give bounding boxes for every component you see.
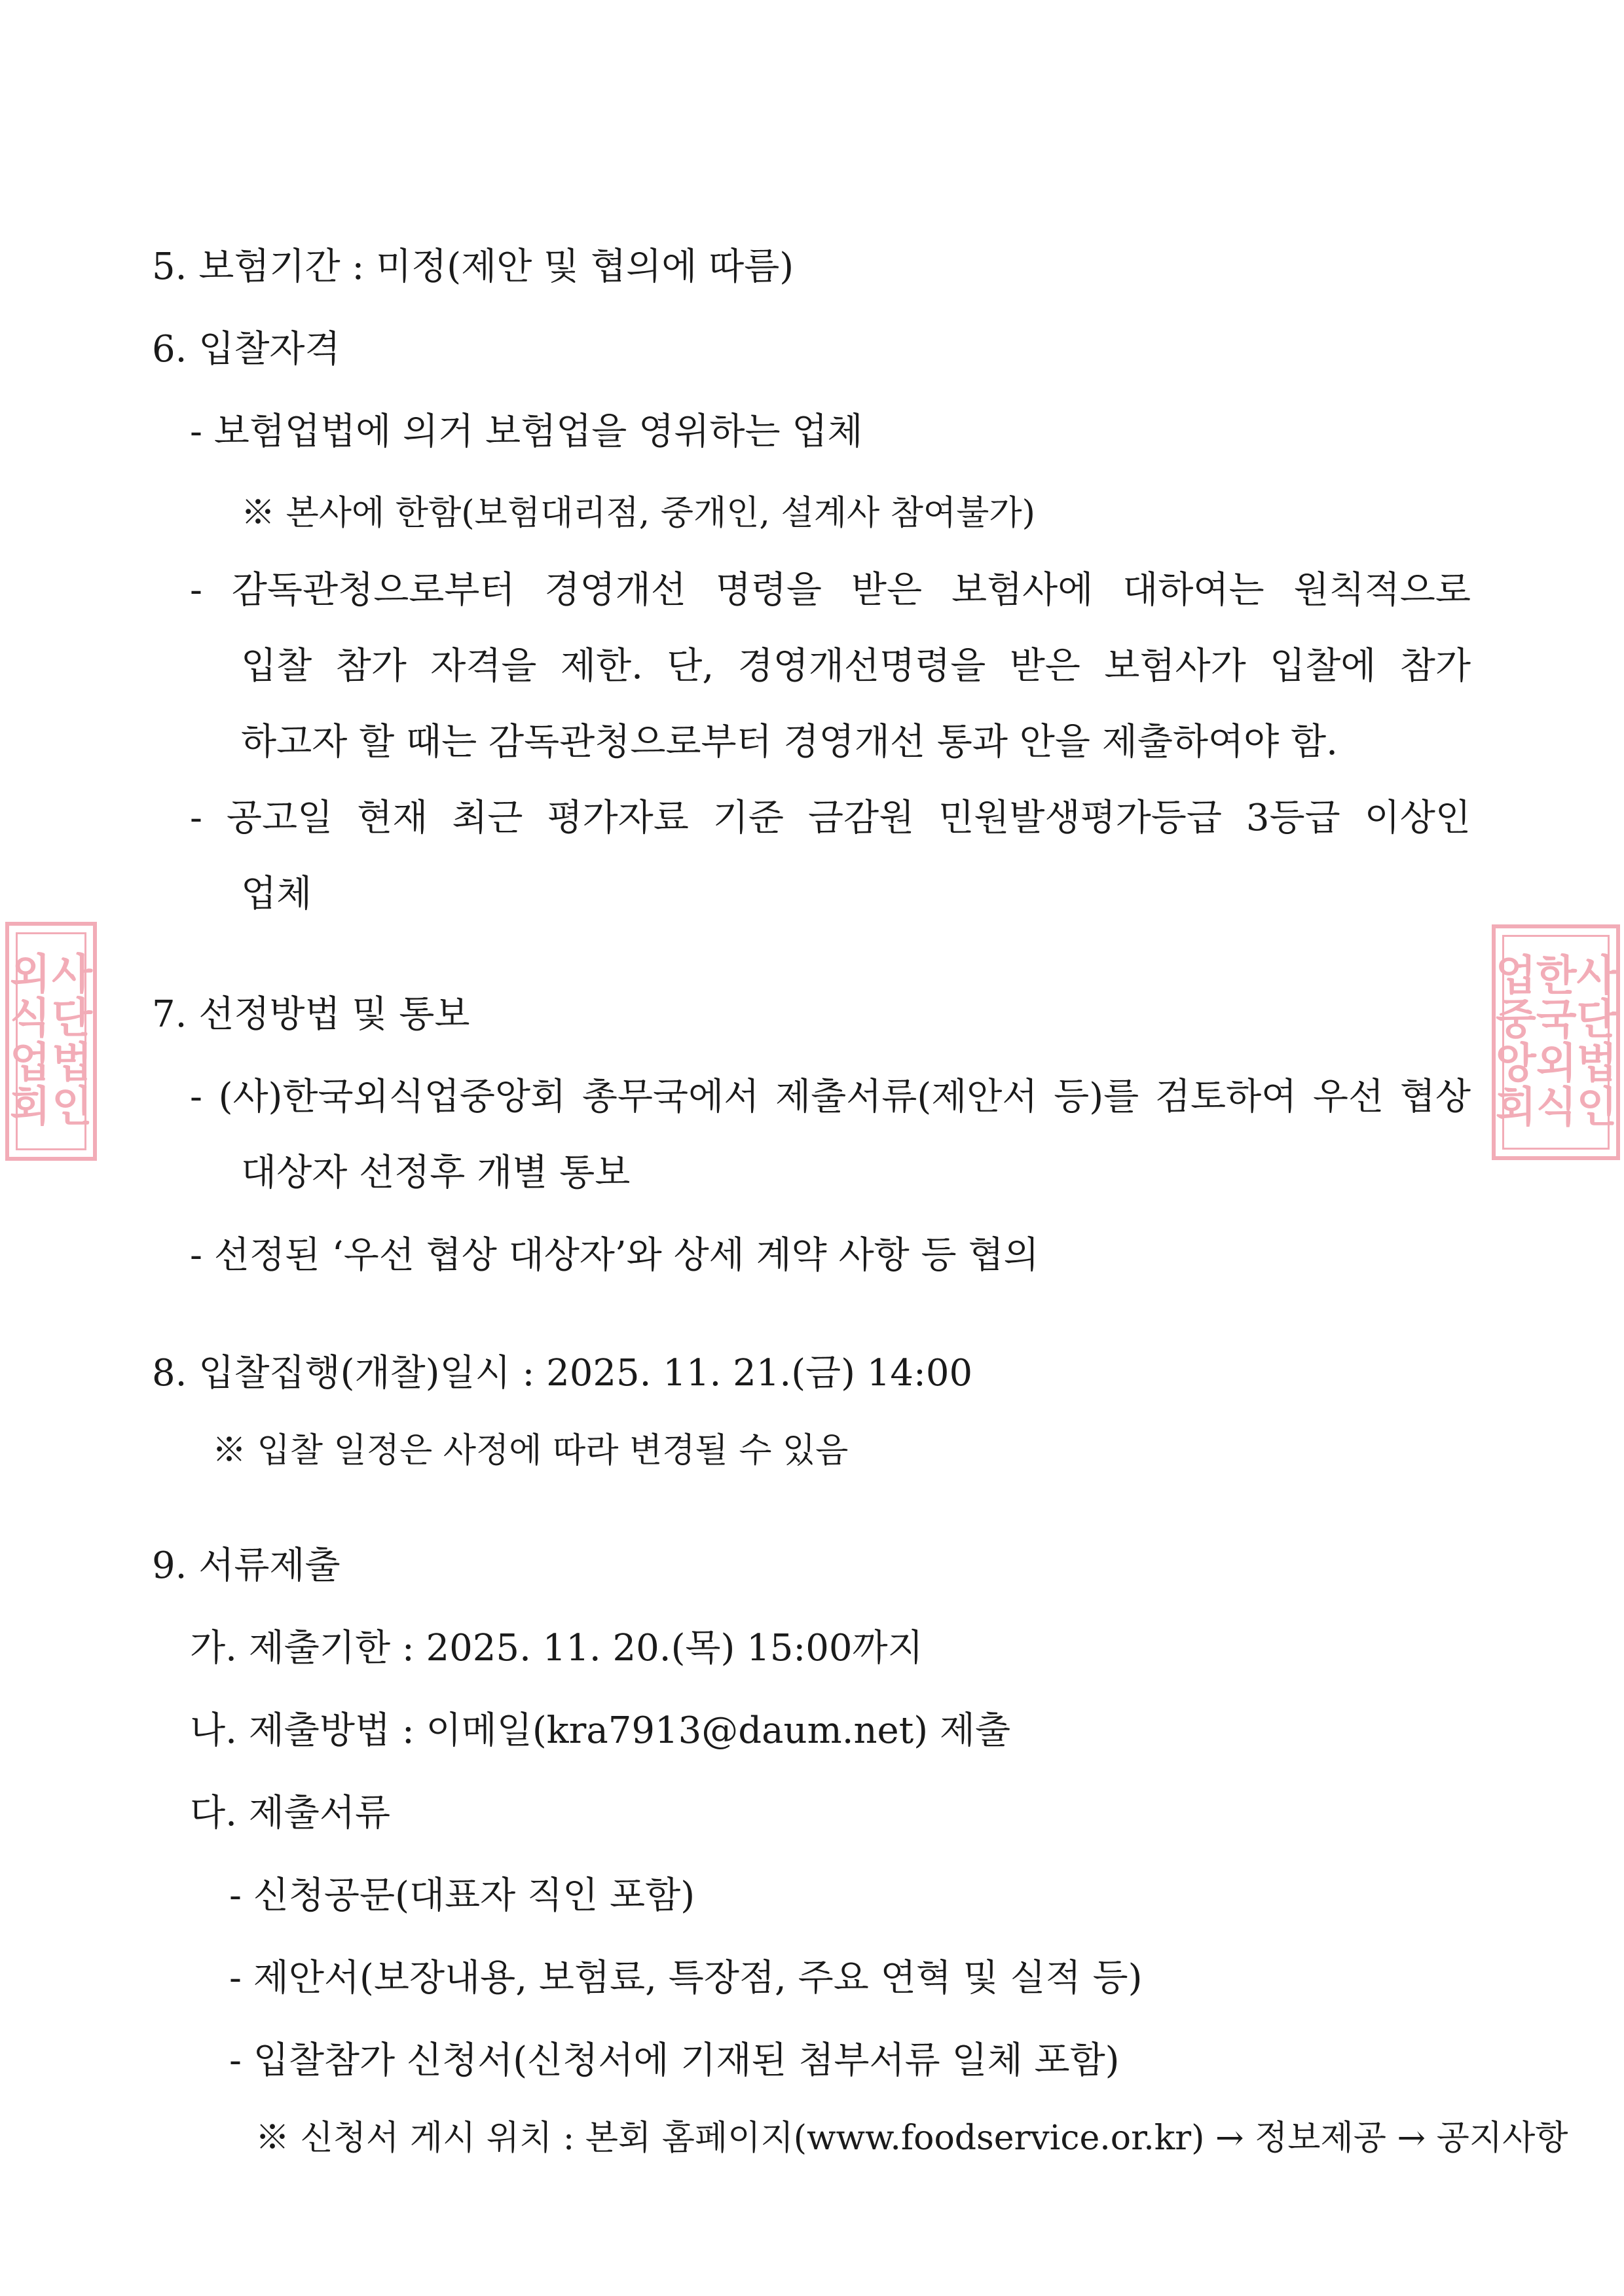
section-9-note-posting-location: ※ 신청서 게시 위치 : 본회 홈페이지(www.foodservice.or.kr) → 정보제공 → 공지사항 bbox=[255, 2119, 1568, 2158]
section-6-item-management-order-line2: 입찰 참가 자격을 제한. 단, 경영개선명령을 받은 보험사가 입찰에 참가 bbox=[241, 645, 1471, 687]
section-9-heading: 9. 서류제출 bbox=[152, 1544, 341, 1587]
section-9-deadline: 가. 제출기한 : 2025. 11. 20.(목) 15:00까지 bbox=[190, 1627, 923, 1669]
section-6-item-insurance-business: - 보험업법에 의거 보험업을 영위하는 업체 bbox=[190, 410, 863, 453]
section-7-item-review-line1: - (사)한국외식업중앙회 총무국에서 제출서류(제안서 등)를 검토하여 우선 협상 bbox=[190, 1076, 1471, 1118]
section-7-item-review-line2: 대상자 선정후 개별 통보 bbox=[241, 1152, 631, 1194]
section-8-note-schedule-change: ※ 입찰 일정은 사정에 따라 변경될 수 있음 bbox=[212, 1431, 849, 1470]
section-9-submission-method: 나. 제출방법 : 이메일(kra7913@daum.net) 제출 bbox=[190, 1709, 1011, 1752]
section-9-document-official-letter: - 신청공문(대표자 직인 포함) bbox=[229, 1874, 695, 1917]
section-7-item-negotiation: - 선정된 ‘우선 협상 대상자’와 상세 계약 사항 등 협의 bbox=[190, 1234, 1039, 1277]
section-6-note-head-office: ※ 본사에 한함(보험대리점, 중개인, 설계사 참여불가) bbox=[241, 494, 1035, 533]
section-9-document-proposal: - 제안서(보장내용, 보험료, 특장점, 주요 연혁 및 실적 등) bbox=[229, 1957, 1143, 1999]
section-8-bid-datetime: 8. 입찰집행(개찰)일시 : 2025. 11. 21.(금) 14:00 bbox=[152, 1352, 973, 1394]
section-7-heading: 7. 선정방법 및 통보 bbox=[152, 993, 470, 1036]
section-6-item-management-order-line1: - 감독관청으로부터 경영개선 명령을 받은 보험사에 대하여는 원칙적으로 bbox=[190, 569, 1471, 611]
section-6-item-complaint-grade-line1: - 공고일 현재 최근 평가자료 기준 금감원 민원발생평가등급 3등급 이상인 bbox=[190, 797, 1471, 839]
section-9-documents-heading: 다. 제출서류 bbox=[190, 1792, 391, 1834]
right-seal-stamp: 사 단 법 인 한 국 외 식 업 중 앙 회 bbox=[1492, 924, 1620, 1160]
left-seal-stamp: 사 단 법 인 외 식 업 회 bbox=[5, 922, 97, 1161]
section-6-item-management-order-line3: 하고자 할 때는 감독관청으로부터 경영개선 통과 안을 제출하여야 함. bbox=[241, 721, 1338, 763]
section-5-insurance-period: 5. 보험기간 : 미정(제안 및 협의에 따름) bbox=[152, 246, 794, 288]
section-9-document-application: - 입찰참가 신청서(신청서에 기재된 첨부서류 일체 포함) bbox=[229, 2039, 1120, 2082]
section-6-item-complaint-grade-line2: 업체 bbox=[241, 873, 312, 915]
section-6-heading: 6. 입찰자격 bbox=[152, 328, 341, 371]
